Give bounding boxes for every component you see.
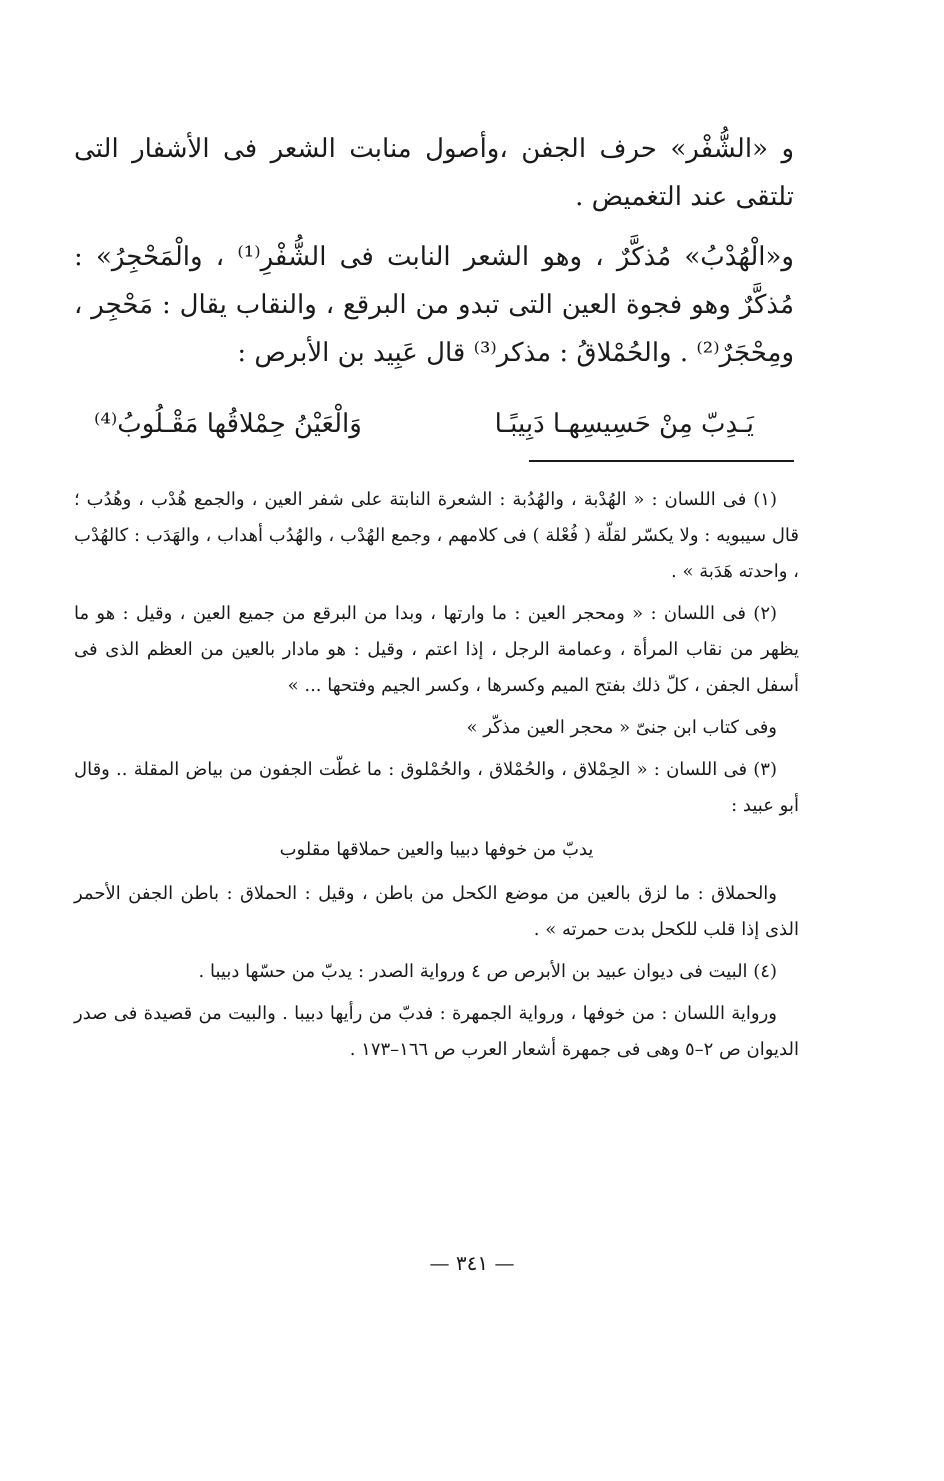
footnote-2-continuation: وفى كتاب ابن جنىّ « محجر العين مذكّر » [466, 717, 777, 738]
footnotes [74, 482, 799, 1074]
main-paragraph-hudb: و«الْهُدْبُ» مُذكَّرٌ ، وهو الشعر النابت فى الشُّفْرِ⁽¹⁾ ، والْمَحْجِرُ» : مُذكَّرٌ وهو فجوة العين التى تبدو من البرقع ، والنقاب يقال : مَحْجِر ، ومِحْجَرٌ⁽²⁾ . والحُمْلاقُ : مذكر⁽³⁾ قال عَبِيد بن الأبرص : [74, 242, 794, 368]
verse-first-hemistich: يَـدِبّ مِنْ حَسِيسِهـا دَبِيبًـا [494, 409, 754, 439]
verse-second-hemistich: وَالْعَيْنُ حِمْلاقُها مَقْـلُوبُ⁽⁴⁾ [94, 409, 362, 439]
footnote-divider [529, 460, 794, 462]
footnote-4: (٤) البيت فى ديوان عبيد بن الأبرص ص ٤ ورواية الصدر : يدبّ من حسّها دبيبا . [198, 961, 777, 982]
poem-verse [74, 400, 794, 450]
main-paragraph-shufr: و «الشُّفْر» حرف الجفن ،وأصول منابت الشعر فى الأشفار التى تلتقى عند التغميض . [74, 134, 794, 212]
footnote-3: (٣) فى اللسان : « الحِمْلاق ، والحُمْلاق ، والحُمْلوق : ما غطّت الجفون من بياض المقلة .. وقال أبو عبيد : [74, 759, 799, 816]
footnote-3-verse: يدبّ من خوفها دبيبا والعين حملاقها مقلوب [279, 839, 594, 860]
footnote-2: (٢) فى اللسان : « ومحجر العين : ما وارتها ، وبدا من البرقع من جميع العين ، وقيل : هو ما يظهر من نقاب المرأة ، وعمامة الرجل ، إذا اعتم ، وقيل : هو مادار بالعين من العظم الذى فى أسفل الجفن ، كلّ ذلك بفتح الميم وكسرها ، وكسر الجيم وفتحها ... » [74, 603, 799, 696]
footnote-3-continuation: والحملاق : ما لزق بالعين من موضع الكحل من باطن ، وقيل : الحملاق : باطن الجفن الأحمر الذى إذا قلب للكحل بدت حمرته » . [74, 883, 799, 940]
main-text [74, 125, 794, 377]
footnote-4-continuation: ورواية اللسان : من خوفها ، ورواية الجمهرة : فدبّ من رأيها دبيبا . والبيت من قصيدة فى صدر الديوان ص ٢–٥ وهى فى جمهرة أشعار العرب ص ١٦٦–١٧٣ . [74, 1003, 799, 1060]
footnote-1: (١) فى اللسان : « الهُدْبة ، والهُدُبة : الشعرة النابتة على شفر العين ، والجمع هُدْب ، وهُدُب ؛ قال سيبويه : ولا يكسّر لقلّة ( فُعْلة ) فى كلامهم ، وجمع الهُدْب ، والهُدُب أهداب ، والهَدَب : كالهُدْب ، واحدته هَدَبة » . [74, 489, 799, 582]
page-number: — ٣٤١ — [429, 1251, 515, 1275]
